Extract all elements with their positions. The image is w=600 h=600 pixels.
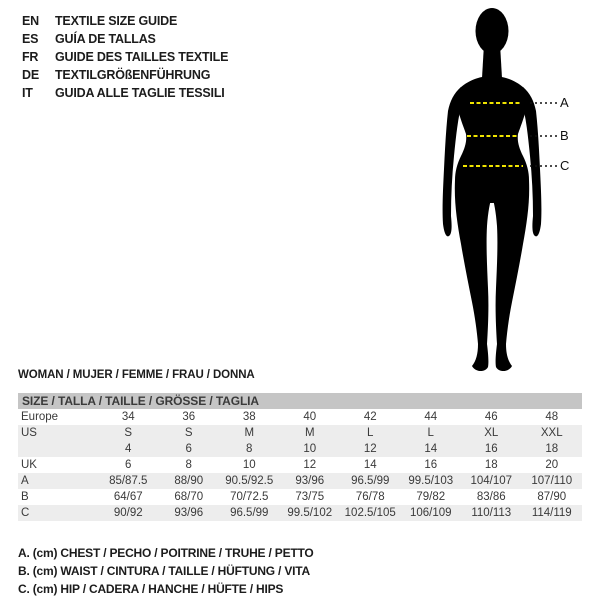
table-cell: 10 — [303, 443, 317, 455]
table-cell: 93/96 — [295, 475, 325, 487]
table-cell: 48 — [545, 411, 559, 423]
table-cell: S — [124, 427, 133, 439]
language-row-fr — [22, 48, 228, 66]
guide-title-es: GUÍA DE TALLAS — [55, 32, 156, 46]
table-cell: 104/107 — [470, 475, 513, 487]
table-cell: 16 — [424, 459, 438, 471]
legend-chest: A. (cm) CHEST / PECHO / POITRINE / TRUHE / PETTO — [18, 546, 314, 560]
table-cell: 14 — [424, 443, 438, 455]
table-cell: L — [427, 427, 434, 439]
table-row-us — [18, 425, 582, 441]
table-cell: 90/92 — [113, 507, 143, 519]
table-cell: 90.5/92.5 — [225, 475, 274, 487]
table-cell: 20 — [545, 459, 559, 471]
table-cell: 102.5/105 — [344, 507, 396, 519]
table-cell: 68/70 — [174, 491, 204, 503]
section-title: WOMAN / MUJER / FEMME / FRAU / DONNA — [18, 369, 255, 381]
table-cell: L — [367, 427, 374, 439]
table-cell: 38 — [242, 411, 256, 423]
table-cell: 93/96 — [174, 507, 204, 519]
table-row-waist-b — [18, 489, 582, 505]
language-row-it — [22, 84, 228, 102]
table-cell: 76/78 — [355, 491, 385, 503]
language-row-es — [22, 30, 228, 48]
table-cell: 40 — [303, 411, 317, 423]
table-cell: 83/86 — [476, 491, 506, 503]
table-row-us-numeric — [18, 441, 582, 457]
table-cell: XL — [484, 427, 499, 439]
table-cell: 8 — [246, 443, 253, 455]
table-cell: 6 — [125, 459, 132, 471]
language-code: IT — [22, 86, 33, 100]
table-cell: S — [184, 427, 193, 439]
table-cell: 70/72.5 — [230, 491, 269, 503]
table-cell: 8 — [185, 459, 192, 471]
measurement-legend — [18, 544, 314, 598]
table-cell: 10 — [242, 459, 256, 471]
row-label: C — [21, 507, 30, 519]
table-row-chest-a — [18, 473, 582, 489]
marker-label-a: A — [560, 95, 569, 110]
table-cell: 16 — [484, 443, 498, 455]
table-cell: 44 — [424, 411, 438, 423]
table-cell: 114/119 — [531, 507, 572, 519]
table-cell: 46 — [484, 411, 498, 423]
language-code: EN — [22, 14, 39, 28]
table-row-hip-c — [18, 505, 582, 521]
language-row-en — [22, 12, 228, 30]
marker-label-b: B — [560, 128, 569, 143]
row-label: Europe — [21, 411, 59, 423]
figure-area — [430, 0, 600, 380]
language-row-de — [22, 66, 228, 84]
legend-hip: C. (cm) HIP / CADERA / HANCHE / HÜFTE / HIPS — [18, 582, 284, 596]
table-row-uk — [18, 457, 582, 473]
table-cell: 87/90 — [537, 491, 567, 503]
legend-waist: B. (cm) WAIST / CINTURA / TAILLE / HÜFTUNG / VITA — [18, 564, 310, 578]
table-cell: 18 — [484, 459, 498, 471]
guide-title-en: TEXTILE SIZE GUIDE — [55, 14, 178, 28]
woman-silhouette — [430, 0, 600, 380]
size-table — [18, 393, 582, 521]
table-cell: 64/67 — [113, 491, 143, 503]
table-cell: 73/75 — [295, 491, 325, 503]
guide-title-de: TEXTILGRÖßENFÜHRUNG — [55, 68, 211, 82]
guide-title-it: GUIDA ALLE TAGLIE TESSILI — [55, 86, 225, 100]
table-cell: 34 — [121, 411, 135, 423]
table-cell: 88/90 — [174, 475, 204, 487]
table-cell: 99.5/102 — [287, 507, 333, 519]
table-cell: 96.5/99 — [230, 507, 269, 519]
table-cell: 12 — [363, 443, 377, 455]
language-code: ES — [22, 32, 39, 46]
table-cell: 85/87.5 — [109, 475, 148, 487]
table-cell: 96.5/99 — [351, 475, 390, 487]
table-cell: 18 — [545, 443, 559, 455]
table-row-europe — [18, 409, 582, 425]
table-cell: M — [304, 427, 315, 439]
table-cell: 4 — [125, 443, 132, 455]
table-cell: 99.5/103 — [408, 475, 454, 487]
table-header: SIZE / TALLA / TAILLE / GRÖSSE / TAGLIA — [18, 393, 582, 409]
row-label: UK — [21, 459, 37, 471]
row-label: US — [21, 427, 37, 439]
language-list — [22, 12, 228, 102]
marker-label-c: C — [560, 158, 570, 173]
table-cell: XXL — [540, 427, 563, 439]
language-code: FR — [22, 50, 39, 64]
language-code: DE — [22, 68, 39, 82]
table-cell: 6 — [185, 443, 192, 455]
guide-title-fr: GUIDE DES TAILLES TEXTILE — [55, 50, 229, 64]
row-label: B — [21, 491, 29, 503]
row-label: A — [21, 475, 29, 487]
table-cell: 14 — [363, 459, 377, 471]
table-cell: 107/110 — [531, 475, 573, 487]
table-cell: 42 — [363, 411, 377, 423]
table-cell: 106/109 — [409, 507, 452, 519]
table-cell: 36 — [182, 411, 196, 423]
table-cell: 12 — [303, 459, 317, 471]
table-cell: M — [244, 427, 255, 439]
row-label — [18, 441, 98, 457]
table-cell: 79/82 — [416, 491, 446, 503]
table-cell: 110/113 — [471, 507, 512, 519]
